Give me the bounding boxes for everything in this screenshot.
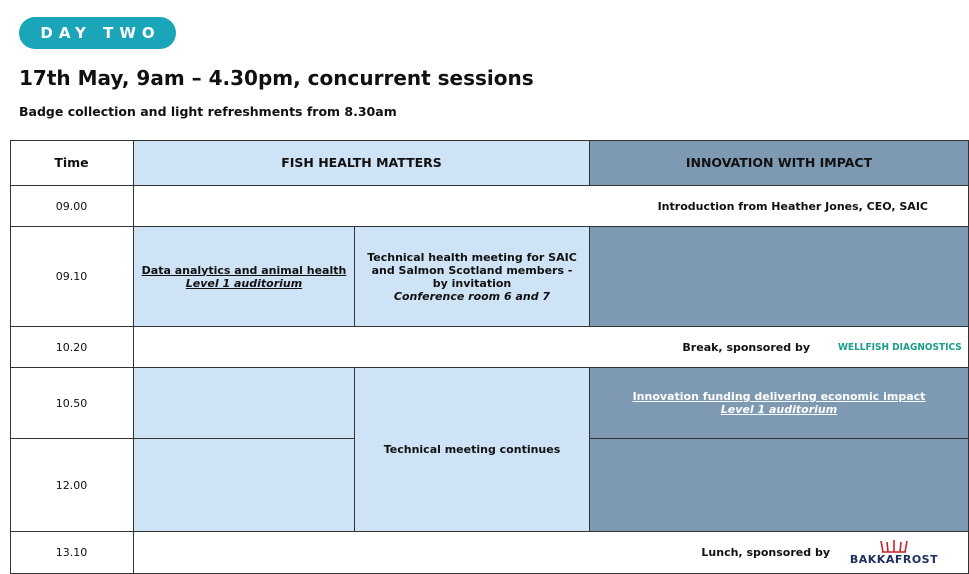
session-data-analytics[interactable] — [134, 227, 355, 327]
schedule-table — [10, 140, 969, 574]
technical-meeting-continues: Technical meeting continues — [355, 368, 590, 532]
time-0900: 09.00 — [10, 186, 134, 227]
header-innovation: INNOVATION WITH IMPACT — [590, 140, 969, 186]
session-data-analytics-room: Level 1 auditorium — [185, 276, 303, 290]
page-title: 17th May, 9am – 4.30pm, concurrent sessions — [19, 66, 534, 90]
time-1020: 10.20 — [10, 327, 134, 368]
header-fish-health: FISH HEALTH MATTERS — [134, 140, 590, 186]
wellfish-name: WELLFISH DIAGNOSTICS — [838, 341, 962, 353]
header-time: Time — [10, 140, 134, 186]
session-innovation-funding[interactable] — [590, 368, 969, 439]
innovation-empty-0910 — [590, 227, 969, 327]
innovation-empty-1200 — [590, 439, 969, 532]
fish-empty-1050 — [134, 368, 355, 439]
time-1050: 10.50 — [10, 368, 134, 439]
wellfish-logo — [834, 338, 962, 356]
lunch-row — [134, 532, 969, 574]
fish-empty-1200 — [134, 439, 355, 532]
day-label-badge: DAY TWO — [19, 17, 176, 49]
bakkafrost-crown-icon — [879, 539, 909, 553]
break-row — [134, 327, 969, 368]
session-innovation-funding-title[interactable]: Innovation funding delivering economic impact — [632, 390, 926, 403]
bakkafrost-logo — [849, 539, 939, 566]
lunch-text: Lunch, sponsored by — [701, 546, 830, 559]
break-text: Break, sponsored by — [682, 340, 810, 354]
time-1310: 13.10 — [10, 532, 134, 574]
session-technical-health-room: Conference room 6 and 7 — [393, 289, 551, 303]
bakkafrost-name: BAKKAFROST — [849, 553, 939, 566]
session-data-analytics-title[interactable]: Data analytics and animal health — [141, 263, 347, 277]
time-1200: 12.00 — [10, 439, 134, 532]
time-0910: 09.10 — [10, 227, 134, 327]
page-subtitle: Badge collection and light refreshments from 8.30am — [19, 104, 397, 119]
introduction-row — [134, 186, 969, 227]
session-technical-health-title: Technical health meeting for SAIC and Salmon Scotland members - by invitation — [367, 250, 577, 290]
introduction-text: Introduction from Heather Jones, CEO, SAIC — [657, 199, 928, 213]
session-innovation-funding-room: Level 1 auditorium — [720, 403, 838, 416]
session-technical-health — [355, 227, 590, 327]
